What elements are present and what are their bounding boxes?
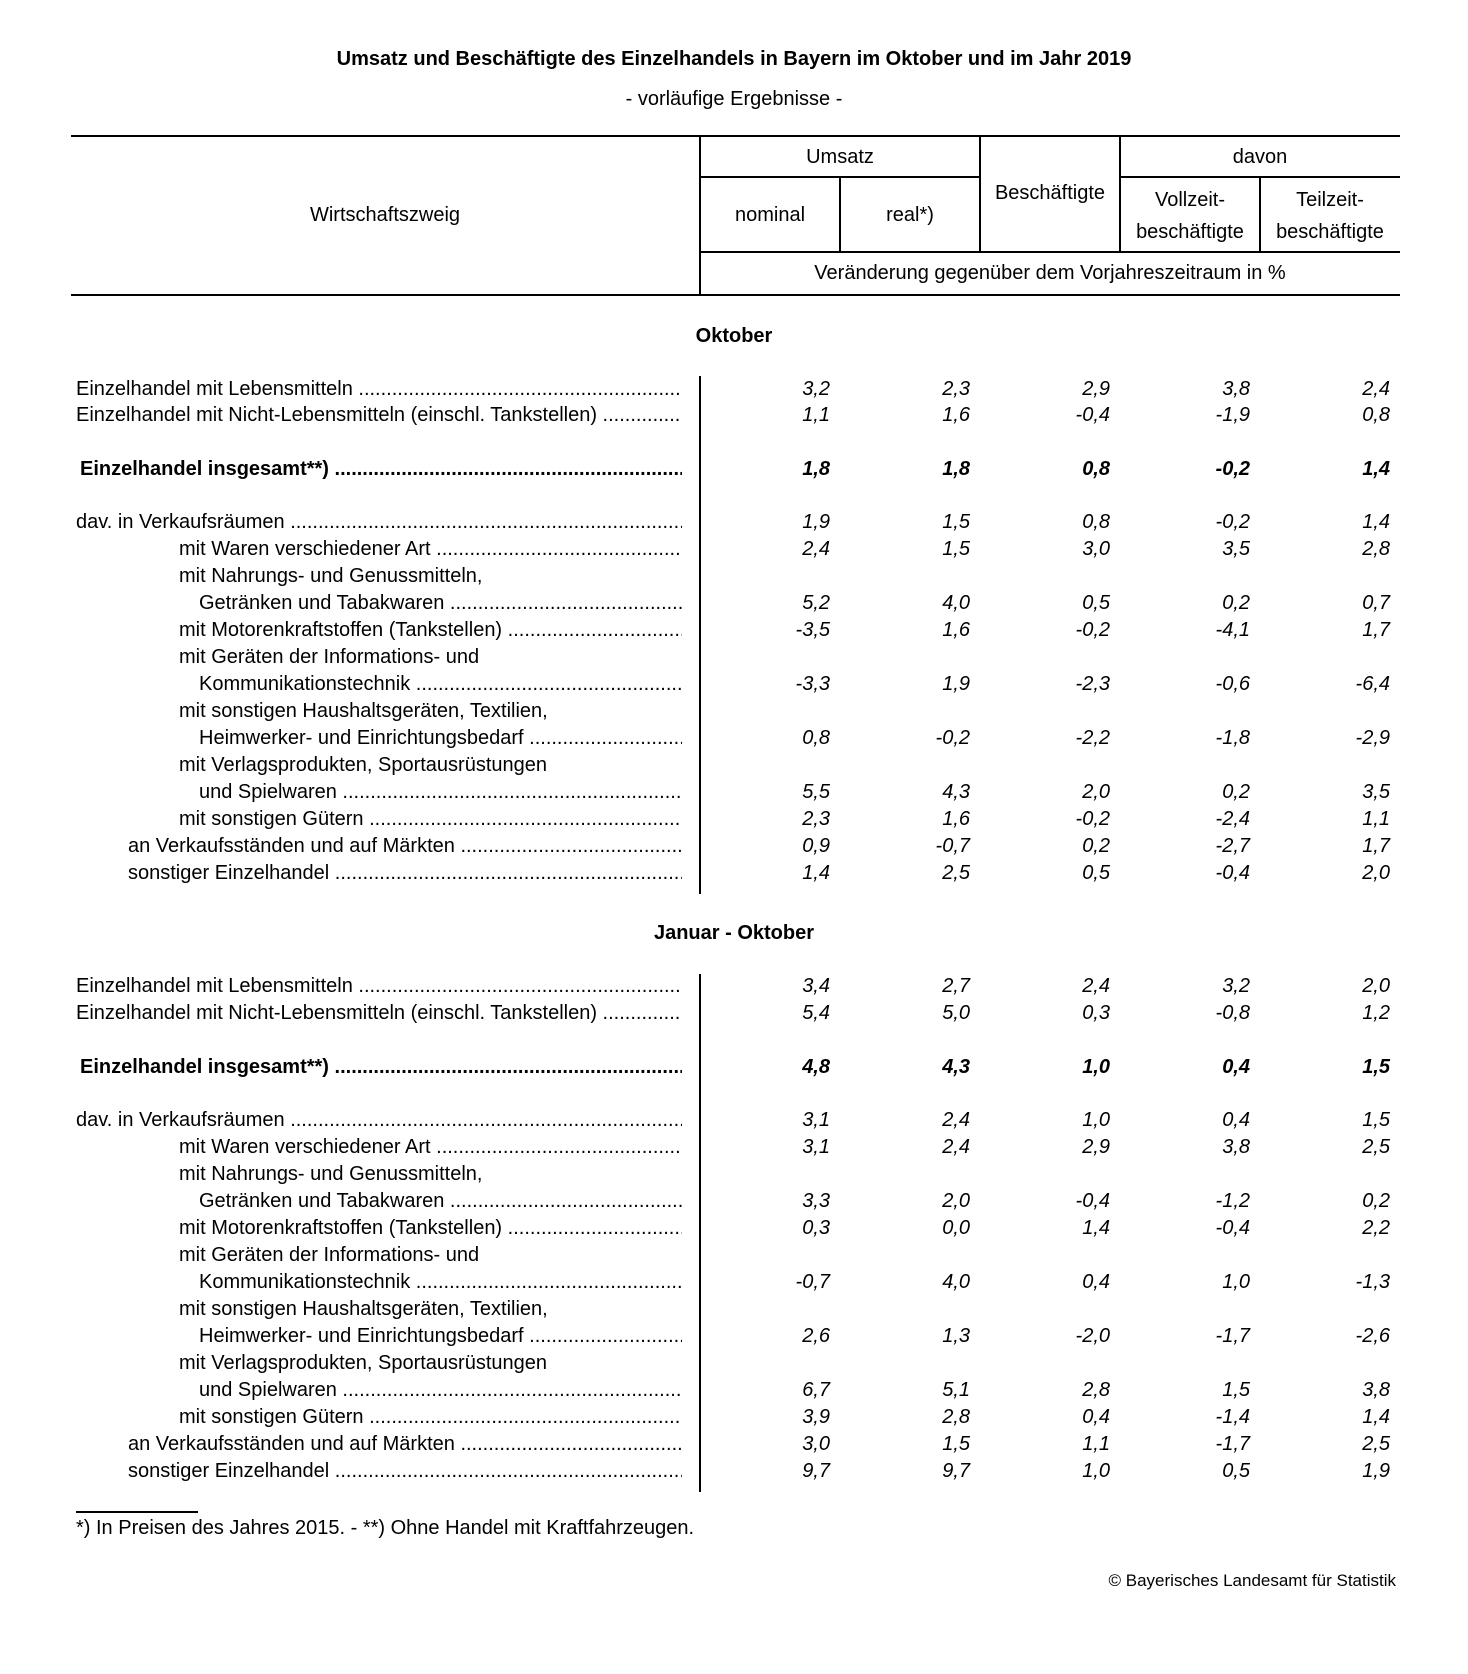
value-cell: -1,2 <box>1215 1190 1250 1212</box>
value-cell: -4,1 <box>1215 619 1250 641</box>
value-cell: 1,1 <box>802 404 830 426</box>
value-cell: -1,8 <box>1215 727 1250 749</box>
value-cell: 3,2 <box>802 378 830 400</box>
row-label: mit Geräten der Informations- und <box>179 1244 480 1266</box>
value-cell: 3,8 <box>1222 1136 1250 1158</box>
value-cell: 1,5 <box>942 511 970 533</box>
row-label: Einzelhandel mit Nicht-Lebensmitteln (einschl. Tankstellen) ..... <box>76 1002 682 1025</box>
header-vollzeit-line1: Vollzeit- <box>1154 189 1226 211</box>
value-cell: -2,7 <box>1215 835 1250 857</box>
value-cell: -2,9 <box>1355 727 1390 749</box>
row-label: mit Verlagsprodukten, Sportausrüstungen <box>179 1352 547 1374</box>
value-cell: 2,4 <box>1082 975 1110 997</box>
table-row <box>0 1190 1400 1217</box>
row-label: und Spielwaren ..... <box>76 781 682 804</box>
value-cell: 0,4 <box>1082 1406 1110 1428</box>
value-cell: 3,4 <box>802 975 830 997</box>
value-cell: 0,5 <box>1082 592 1110 614</box>
value-cell: 4,8 <box>802 1056 830 1078</box>
value-cell: 1,5 <box>942 538 970 560</box>
value-cell: 3,0 <box>802 1433 830 1455</box>
header-real: real*) <box>886 204 934 226</box>
row-label: mit Motorenkraftstoffen (Tankstellen) ..... <box>76 619 682 642</box>
header-umsatz: Umsatz <box>806 146 874 168</box>
row-label: Einzelhandel insgesamt**) ..... <box>76 458 682 481</box>
value-cell: 0,2 <box>1222 781 1250 803</box>
table-row <box>0 1433 1400 1460</box>
table-row <box>0 808 1400 835</box>
value-cell: 2,3 <box>802 808 830 830</box>
value-cell: 0,5 <box>1082 862 1110 884</box>
value-cell: 1,4 <box>1362 458 1390 480</box>
value-cell: 2,4 <box>802 538 830 560</box>
page-title: Umsatz und Beschäftigte des Einzelhandels in Bayern im Oktober und im Jahr 2019 <box>336 48 1132 70</box>
row-label: und Spielwaren ..... <box>76 1379 682 1402</box>
value-cell: 2,2 <box>1362 1217 1390 1239</box>
row-label: mit Nahrungs- und Genussmitteln, <box>179 565 483 587</box>
value-cell: 2,0 <box>1362 975 1390 997</box>
value-cell: 2,4 <box>942 1136 970 1158</box>
value-cell: 0,4 <box>1082 1271 1110 1293</box>
table-row <box>0 378 1400 405</box>
value-cell: 1,4 <box>1362 511 1390 533</box>
table-row <box>0 404 1400 431</box>
table-row <box>0 458 1400 485</box>
value-cell: 0,0 <box>942 1217 970 1239</box>
row-label: mit sonstigen Haushaltsgeräten, Textilien, <box>179 1298 548 1320</box>
table-row <box>0 1136 1400 1163</box>
row-label: mit Waren verschiedener Art ..... <box>76 538 682 561</box>
page-subtitle: - vorläufige Ergebnisse - <box>625 88 843 110</box>
value-cell: 0,8 <box>1362 404 1390 426</box>
value-cell: -0,2 <box>1215 458 1250 480</box>
table-row <box>0 538 1400 565</box>
value-cell: 0,3 <box>1082 1002 1110 1024</box>
header-veraenderung: Veränderung gegenüber dem Vorjahreszeitraum in % <box>814 262 1286 284</box>
value-cell: 2,9 <box>1082 1136 1110 1158</box>
value-cell: -0,4 <box>1215 862 1250 884</box>
value-cell: 2,9 <box>1082 378 1110 400</box>
value-cell: 1,3 <box>942 1325 970 1347</box>
header-teilzeit-line2: beschäftigte <box>1276 221 1384 243</box>
value-cell: 0,8 <box>1082 458 1110 480</box>
row-label: Getränken und Tabakwaren ..... <box>76 1190 682 1213</box>
value-cell: 1,1 <box>1082 1433 1110 1455</box>
header-nominal: nominal <box>734 204 806 226</box>
value-cell: 3,8 <box>1222 378 1250 400</box>
row-label: an Verkaufsständen und auf Märkten ..... <box>76 835 682 858</box>
value-cell: 3,0 <box>1082 538 1110 560</box>
value-cell: 2,5 <box>1362 1136 1390 1158</box>
value-cell: 5,0 <box>942 1002 970 1024</box>
row-label: Kommunikationstechnik ..... <box>76 673 682 696</box>
value-cell: 1,6 <box>942 619 970 641</box>
footnote: *) In Preisen des Jahres 2015. - **) Ohne Handel mit Kraftfahrzeugen. <box>76 1517 695 1539</box>
header-bottom-rule <box>71 294 1400 296</box>
value-cell: 3,1 <box>802 1109 830 1131</box>
row-label: mit sonstigen Haushaltsgeräten, Textilien, <box>179 700 548 722</box>
value-cell: 5,4 <box>802 1002 830 1024</box>
value-cell: 2,5 <box>942 862 970 884</box>
row-label: mit sonstigen Gütern ..... <box>76 808 682 831</box>
value-cell: 3,8 <box>1362 1379 1390 1401</box>
value-cell: -2,4 <box>1215 808 1250 830</box>
table-row <box>0 1002 1400 1029</box>
value-cell: 0,8 <box>802 727 830 749</box>
value-cell: -2,0 <box>1075 1325 1110 1347</box>
header-vollzeit-line2: beschäftigte <box>1136 221 1244 243</box>
table-row <box>0 1244 1400 1271</box>
value-cell: 1,5 <box>1222 1379 1250 1401</box>
value-cell: 5,1 <box>942 1379 970 1401</box>
value-cell: 4,3 <box>942 1056 970 1078</box>
value-cell: 3,5 <box>1222 538 1250 560</box>
value-cell: 1,5 <box>1362 1109 1390 1131</box>
table-row <box>0 835 1400 862</box>
value-cell: -0,7 <box>795 1271 830 1293</box>
copyright: © Bayerisches Landesamt für Statistik <box>1108 1571 1396 1590</box>
value-cell: 1,4 <box>1082 1217 1110 1239</box>
header-davon: davon <box>1232 146 1288 168</box>
table-row <box>0 975 1400 1002</box>
value-cell: -0,7 <box>935 835 970 857</box>
table-row <box>0 700 1400 727</box>
table-row <box>0 673 1400 700</box>
row-label: sonstiger Einzelhandel ..... <box>76 862 682 885</box>
row-label: Einzelhandel mit Nicht-Lebensmitteln (einschl. Tankstellen) ..... <box>76 404 682 427</box>
value-cell: 1,1 <box>1362 808 1390 830</box>
table-row <box>0 1352 1400 1379</box>
value-cell: 0,4 <box>1222 1109 1250 1131</box>
table-row <box>0 1298 1400 1325</box>
value-cell: 2,8 <box>942 1406 970 1428</box>
value-cell: 3,2 <box>1222 975 1250 997</box>
value-cell: 4,0 <box>942 1271 970 1293</box>
value-cell: 1,6 <box>942 808 970 830</box>
value-cell: 2,0 <box>942 1190 970 1212</box>
row-label: mit Nahrungs- und Genussmitteln, <box>179 1163 483 1185</box>
value-cell: -0,4 <box>1075 1190 1110 1212</box>
value-cell: -1,9 <box>1215 404 1250 426</box>
value-cell: 1,8 <box>942 458 970 480</box>
value-cell: -1,7 <box>1215 1325 1250 1347</box>
table-row <box>0 1379 1400 1406</box>
row-label: Heimwerker- und Einrichtungsbedarf ..... <box>76 727 682 750</box>
row-label: dav. in Verkaufsräumen ..... <box>76 1109 682 1132</box>
row-label: Einzelhandel mit Lebensmitteln ..... <box>76 378 682 401</box>
value-cell: 1,0 <box>1082 1460 1110 1482</box>
row-label: an Verkaufsständen und auf Märkten ..... <box>76 1433 682 1456</box>
table-row <box>0 727 1400 754</box>
row-label: Einzelhandel mit Lebensmitteln ..... <box>76 975 682 998</box>
header-units-rule <box>700 251 1400 253</box>
value-cell: 2,6 <box>802 1325 830 1347</box>
value-cell: 2,4 <box>1362 378 1390 400</box>
row-label: mit Geräten der Informations- und <box>179 646 480 668</box>
value-cell: 0,5 <box>1222 1460 1250 1482</box>
section-title-januar-oktober: Januar - Oktober <box>653 922 815 944</box>
table-row <box>0 592 1400 619</box>
table-row <box>0 565 1400 592</box>
value-cell: 1,4 <box>802 862 830 884</box>
row-label: Heimwerker- und Einrichtungsbedarf ..... <box>76 1325 682 1348</box>
value-cell: 5,5 <box>802 781 830 803</box>
value-cell: 2,7 <box>942 975 970 997</box>
row-label: dav. in Verkaufsräumen ..... <box>76 511 682 534</box>
value-cell: -3,5 <box>795 619 830 641</box>
value-cell: 5,2 <box>802 592 830 614</box>
value-cell: 1,2 <box>1362 1002 1390 1024</box>
row-label: Kommunikationstechnik ..... <box>76 1271 682 1294</box>
header-teilzeit <box>1260 184 1400 248</box>
value-cell: 9,7 <box>942 1460 970 1482</box>
value-cell: 0,3 <box>802 1217 830 1239</box>
header-beschaeftigte: Beschäftigte <box>994 182 1106 204</box>
value-cell: 0,2 <box>1082 835 1110 857</box>
value-cell: 2,4 <box>942 1109 970 1131</box>
value-cell: -0,2 <box>1075 619 1110 641</box>
value-cell: 2,8 <box>1082 1379 1110 1401</box>
value-cell: -1,3 <box>1355 1271 1390 1293</box>
value-cell: 1,0 <box>1082 1109 1110 1131</box>
table-row <box>0 1217 1400 1244</box>
value-cell: 9,7 <box>802 1460 830 1482</box>
value-cell: 0,9 <box>802 835 830 857</box>
table-row <box>0 1460 1400 1487</box>
table-top-rule <box>71 135 1400 137</box>
row-label: Einzelhandel insgesamt**) ..... <box>76 1056 682 1079</box>
value-cell: 0,7 <box>1362 592 1390 614</box>
value-cell: 3,9 <box>802 1406 830 1428</box>
value-cell: 1,8 <box>802 458 830 480</box>
value-cell: 2,3 <box>942 378 970 400</box>
table-row <box>0 646 1400 673</box>
value-cell: 0,2 <box>1222 592 1250 614</box>
table-row <box>0 511 1400 538</box>
value-cell: 1,0 <box>1222 1271 1250 1293</box>
header-wirtschaftszweig: Wirtschaftszweig <box>309 204 461 226</box>
value-cell: -0,2 <box>1075 808 1110 830</box>
row-label: mit sonstigen Gütern ..... <box>76 1406 682 1429</box>
row-label: mit Motorenkraftstoffen (Tankstellen) ..... <box>76 1217 682 1240</box>
value-cell: 3,1 <box>802 1136 830 1158</box>
table-row <box>0 1271 1400 1298</box>
table-row <box>0 1163 1400 1190</box>
row-label: mit Waren verschiedener Art ..... <box>76 1136 682 1159</box>
value-cell: -0,4 <box>1215 1217 1250 1239</box>
value-cell: 1,7 <box>1362 835 1390 857</box>
value-cell: 2,5 <box>1362 1433 1390 1455</box>
value-cell: 4,3 <box>942 781 970 803</box>
footnote-divider <box>76 1511 198 1513</box>
value-cell: 1,7 <box>1362 619 1390 641</box>
value-cell: 0,8 <box>1082 511 1110 533</box>
value-cell: -0,2 <box>935 727 970 749</box>
table-row <box>0 862 1400 889</box>
value-cell: 1,9 <box>1362 1460 1390 1482</box>
value-cell: 0,2 <box>1362 1190 1390 1212</box>
value-cell: -0,4 <box>1075 404 1110 426</box>
value-cell: -1,7 <box>1215 1433 1250 1455</box>
table-row <box>0 1406 1400 1433</box>
table-row <box>0 1109 1400 1136</box>
row-label: sonstiger Einzelhandel ..... <box>76 1460 682 1483</box>
table-row <box>0 1325 1400 1352</box>
row-label: Getränken und Tabakwaren ..... <box>76 592 682 615</box>
value-cell: 2,0 <box>1362 862 1390 884</box>
table-row <box>0 1056 1400 1083</box>
row-label: mit Verlagsprodukten, Sportausrüstungen <box>179 754 547 776</box>
value-cell: -0,8 <box>1215 1002 1250 1024</box>
table-row <box>0 781 1400 808</box>
value-cell: -0,6 <box>1215 673 1250 695</box>
value-cell: -3,3 <box>795 673 830 695</box>
value-cell: 3,5 <box>1362 781 1390 803</box>
table-row <box>0 754 1400 781</box>
value-cell: -2,3 <box>1075 673 1110 695</box>
value-cell: -1,4 <box>1215 1406 1250 1428</box>
table-row <box>0 619 1400 646</box>
value-cell: 1,9 <box>942 673 970 695</box>
value-cell: 6,7 <box>802 1379 830 1401</box>
value-cell: -0,2 <box>1215 511 1250 533</box>
section-title-oktober: Oktober <box>695 325 773 347</box>
value-cell: -6,4 <box>1355 673 1390 695</box>
value-cell: 1,5 <box>942 1433 970 1455</box>
value-cell: 1,4 <box>1362 1406 1390 1428</box>
value-cell: 1,0 <box>1082 1056 1110 1078</box>
value-cell: 2,0 <box>1082 781 1110 803</box>
value-cell: 1,6 <box>942 404 970 426</box>
value-cell: -2,6 <box>1355 1325 1390 1347</box>
value-cell: 2,8 <box>1362 538 1390 560</box>
value-cell: 1,9 <box>802 511 830 533</box>
value-cell: 0,4 <box>1222 1056 1250 1078</box>
value-cell: 1,5 <box>1362 1056 1390 1078</box>
value-cell: -2,2 <box>1075 727 1110 749</box>
header-teilzeit-line1: Teilzeit- <box>1296 189 1364 211</box>
value-cell: 3,3 <box>802 1190 830 1212</box>
value-cell: 4,0 <box>942 592 970 614</box>
header-vollzeit <box>1120 184 1260 248</box>
